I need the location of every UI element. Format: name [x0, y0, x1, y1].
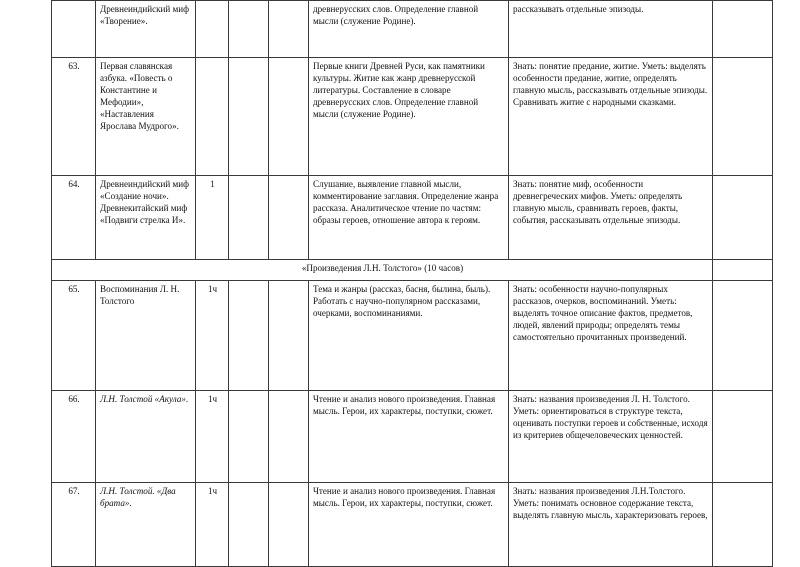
table-row — [52, 176, 773, 260]
cell-requirements: рассказывать отдельные эпизоды. — [509, 1, 713, 58]
cell-hours: 1ч — [196, 483, 229, 567]
cell-number: 65. — [52, 281, 96, 391]
table-row — [52, 1, 773, 58]
cell-blank-d — [229, 1, 269, 58]
lesson-plan-table — [51, 0, 773, 567]
table-section-row — [52, 260, 773, 281]
cell-topic: Воспоминания Л. Н. Толстого — [96, 281, 196, 391]
cell-requirements: Знать: названия произведения Л.Н.Толстого. Уметь: понимать основное содержание текста, выделять главную мысль, характеризовать героев, — [509, 483, 713, 567]
cell-hours: 1ч — [196, 391, 229, 483]
cell-blank-e — [269, 391, 309, 483]
cell-number: 64. — [52, 176, 96, 260]
cell-blank-d — [229, 281, 269, 391]
cell-hours: 1 — [196, 176, 229, 260]
cell-content: Первые книги Древней Руси, как памятники культуры. Житие как жанр древнерусской литературы. Составление в словаре древнерусских слов. Определение главной мысли (служение Родине). — [309, 58, 509, 176]
cell-number: 67. — [52, 483, 96, 567]
cell-blank-d — [229, 483, 269, 567]
cell-number: 66. — [52, 391, 96, 483]
cell-blank-e — [269, 281, 309, 391]
cell-content: Слушание, выявление главной мысли, комментирование заглавия. Определение жанра рассказа. Аналитическое чтение по частям: образы героев, отношение автора к героям. — [309, 176, 509, 260]
cell-number: 63. — [52, 58, 96, 176]
cell-hours — [196, 58, 229, 176]
cell-extra — [713, 483, 773, 567]
table-row — [52, 58, 773, 176]
cell-requirements: Знать: особенности научно-популярных рассказов, очерков, воспоминаний. Уметь: выделять точное описание фактов, предметов, людей, явлений природы; определять темы самостоятельно прочитанных произведений. — [509, 281, 713, 391]
cell-topic: Л.Н. Толстой. «Два брата». — [96, 483, 196, 567]
cell-blank-d — [229, 58, 269, 176]
section-title: «Произведения Л.Н. Толстого» (10 часов) — [52, 260, 713, 281]
cell-hours — [196, 1, 229, 58]
cell-number — [52, 1, 96, 58]
cell-topic: Древнеиндийский миф «Создание ночи». Древнекитайский миф «Подвиги стрелка И». — [96, 176, 196, 260]
cell-extra — [713, 58, 773, 176]
cell-blank-e — [269, 1, 309, 58]
cell-requirements: Знать: понятие предание, житие. Уметь: выделять особенности предание, житие, определять главную мысль, рассказывать отдельные эпизоды. Сравнивать житие с народными сказками. — [509, 58, 713, 176]
cell-blank-e — [269, 176, 309, 260]
cell-blank-d — [229, 391, 269, 483]
cell-content: Чтение и анализ нового произведения. Главная мысль. Герои, их характеры, поступки, сюжет. — [309, 483, 509, 567]
cell-extra — [713, 281, 773, 391]
cell-hours: 1ч — [196, 281, 229, 391]
cell-topic: Первая славянская азбука. «Повесть о Константине и Мефодии», «Наставления Ярослава Мудрого». — [96, 58, 196, 176]
cell-blank-e — [269, 58, 309, 176]
cell-extra — [713, 260, 773, 281]
cell-extra — [713, 1, 773, 58]
cell-requirements: Знать: понятие миф, особенности древнегреческих мифов. Уметь: определять главную мысль, сравнивать героев, факты, события, рассказывать отдельные эпизоды. — [509, 176, 713, 260]
cell-blank-e — [269, 483, 309, 567]
table-row — [52, 391, 773, 483]
cell-extra — [713, 176, 773, 260]
cell-content: Чтение и анализ нового произведения. Главная мысль. Герои, их характеры, поступки, сюжет. — [309, 391, 509, 483]
table-row — [52, 281, 773, 391]
cell-content: древнерусских слов. Определение главной мысли (служение Родине). — [309, 1, 509, 58]
table-row — [52, 483, 773, 567]
cell-requirements: Знать: названия произведения Л. Н. Толстого. Уметь: ориентироваться в структуре текста, оценивать поступки героев и собственные, исходя из критериев общечеловеческих ценностей. — [509, 391, 713, 483]
cell-blank-d — [229, 176, 269, 260]
cell-content: Тема и жанры (рассказ, басня, былина, быль). Работать с научно-популярном рассказами, очерками, воспоминаниями. — [309, 281, 509, 391]
cell-topic: Л.Н. Толстой «Акула». — [96, 391, 196, 483]
cell-extra — [713, 391, 773, 483]
cell-topic: Древнеиндийский миф «Творение». — [96, 1, 196, 58]
